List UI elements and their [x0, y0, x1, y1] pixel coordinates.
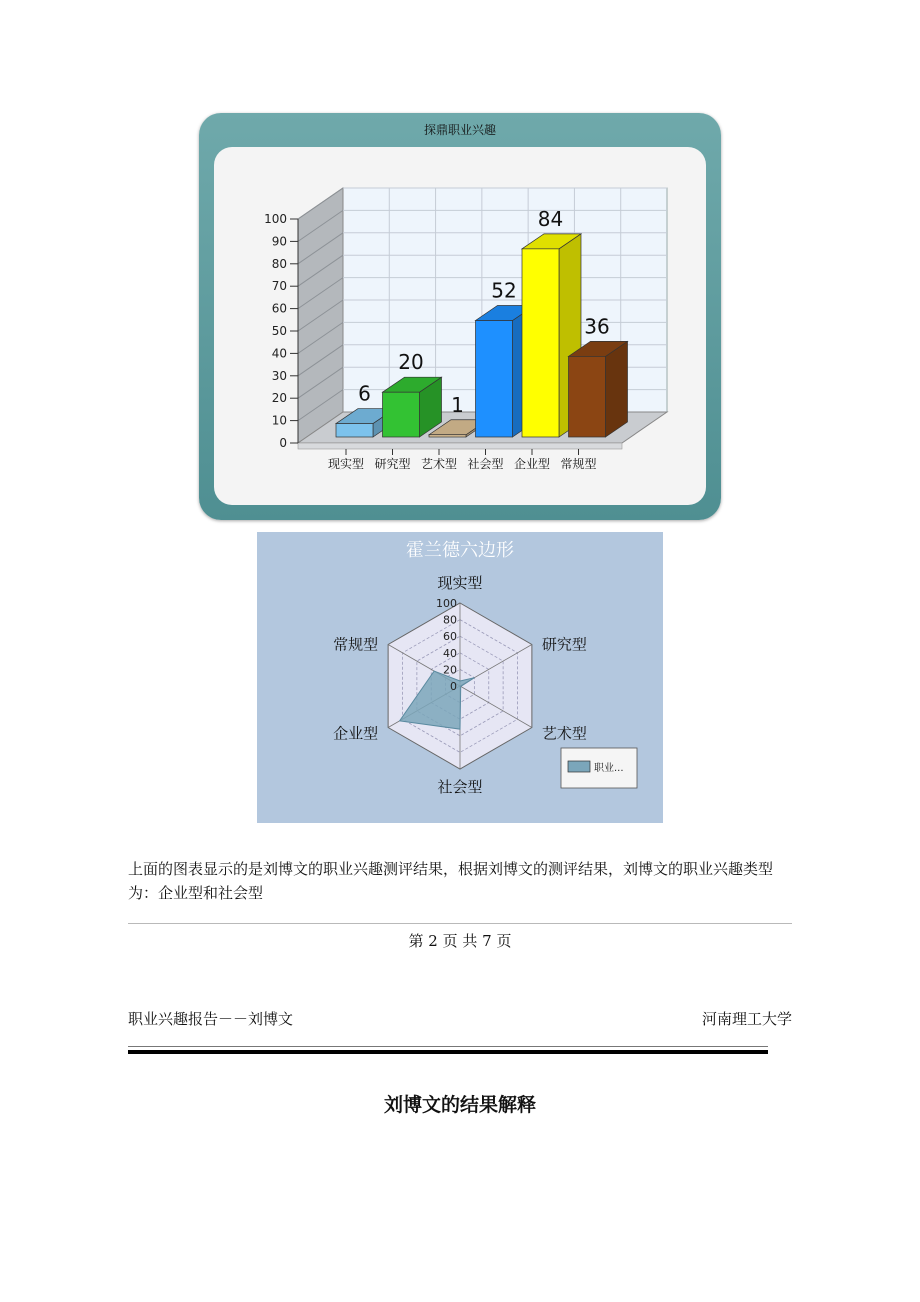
- bar-value-label: 20: [398, 350, 424, 375]
- bar-chart-ytick-label: 70: [271, 279, 287, 294]
- radar-axis-label: 社会型: [437, 778, 483, 796]
- radar-tick-label: 40: [443, 646, 457, 660]
- bar-category-label: 现实型: [327, 457, 365, 471]
- bar-chart-ytick-label: 40: [271, 346, 287, 361]
- bar-chart-title: 探鼎职业兴趣: [423, 123, 496, 137]
- bar-chart-ytick-label: 10: [271, 413, 287, 428]
- radar-axis-label: 企业型: [333, 724, 379, 743]
- bar-value-label: 36: [584, 314, 610, 339]
- bar-value-label: 52: [491, 278, 517, 303]
- radar-tick-label: 80: [443, 613, 457, 627]
- header-rule-thin: [128, 1046, 768, 1047]
- bar-category-label: 艺术型: [420, 457, 458, 471]
- bar-value-label: 6: [358, 381, 371, 406]
- header-report-title: 职业兴趣报告－－刘博文: [128, 1010, 294, 1028]
- bar-chart-ytick-label: 60: [271, 301, 287, 316]
- bar-side: [606, 341, 628, 437]
- header-rule-thick: [128, 1050, 768, 1054]
- bar: [569, 356, 606, 437]
- page-number: 第 2 页 共 7 页: [408, 932, 512, 950]
- radar-chart-title: 霍兰德六边形: [406, 540, 514, 561]
- result-description: 上面的图表显示的是刘博文的职业兴趣测评结果，根据刘博文的测评结果，刘博文的职业兴趣类型为：企业型和社会型: [128, 860, 774, 902]
- bar-chart-ytick-label: 90: [271, 234, 287, 249]
- bar-chart-ytick-label: 80: [271, 256, 287, 271]
- radar-tick-label: 60: [443, 630, 457, 644]
- radar-tick-label: 0: [450, 680, 457, 693]
- radar-axis-label: 艺术型: [541, 724, 587, 743]
- bar-category-label: 常规型: [560, 457, 597, 471]
- bar-value-label: 84: [537, 206, 564, 231]
- header-university: 河南理工大学: [701, 1010, 792, 1028]
- bar-chart-ytick-label: 100: [264, 212, 287, 226]
- radar-legend-swatch: [568, 761, 590, 772]
- bar: [336, 424, 373, 437]
- radar-chart-svg: [257, 532, 663, 823]
- bar-chart-ytick-label: 30: [271, 368, 287, 383]
- bar-chart-ytick-label: 50: [271, 324, 287, 338]
- bar-category-label: 研究型: [374, 457, 411, 471]
- bar-chart-floor-edge: [298, 443, 622, 449]
- bar: [383, 392, 420, 437]
- bar-chart-ytick-label: 0: [279, 436, 287, 450]
- bar: [429, 435, 466, 437]
- radar-axis-label: 现实型: [437, 574, 483, 592]
- radar-axis-label: 研究型: [541, 635, 587, 654]
- bar-chart-ytick-label: 20: [271, 391, 287, 406]
- radar-tick-label: 20: [443, 663, 457, 677]
- section-title: 刘博文的结果解释: [383, 1094, 536, 1116]
- bar-value-label: 1: [451, 392, 464, 417]
- radar-tick-label: 100: [436, 597, 457, 610]
- footer-rule: [128, 923, 792, 924]
- bar: [522, 249, 559, 437]
- bar: [476, 321, 513, 437]
- radar-chart-panel: [257, 532, 663, 823]
- bar-category-label: 企业型: [513, 457, 551, 471]
- radar-legend-label: 职业...: [594, 763, 624, 774]
- radar-axis-label: 常规型: [333, 635, 379, 654]
- bar-category-label: 社会型: [467, 457, 504, 471]
